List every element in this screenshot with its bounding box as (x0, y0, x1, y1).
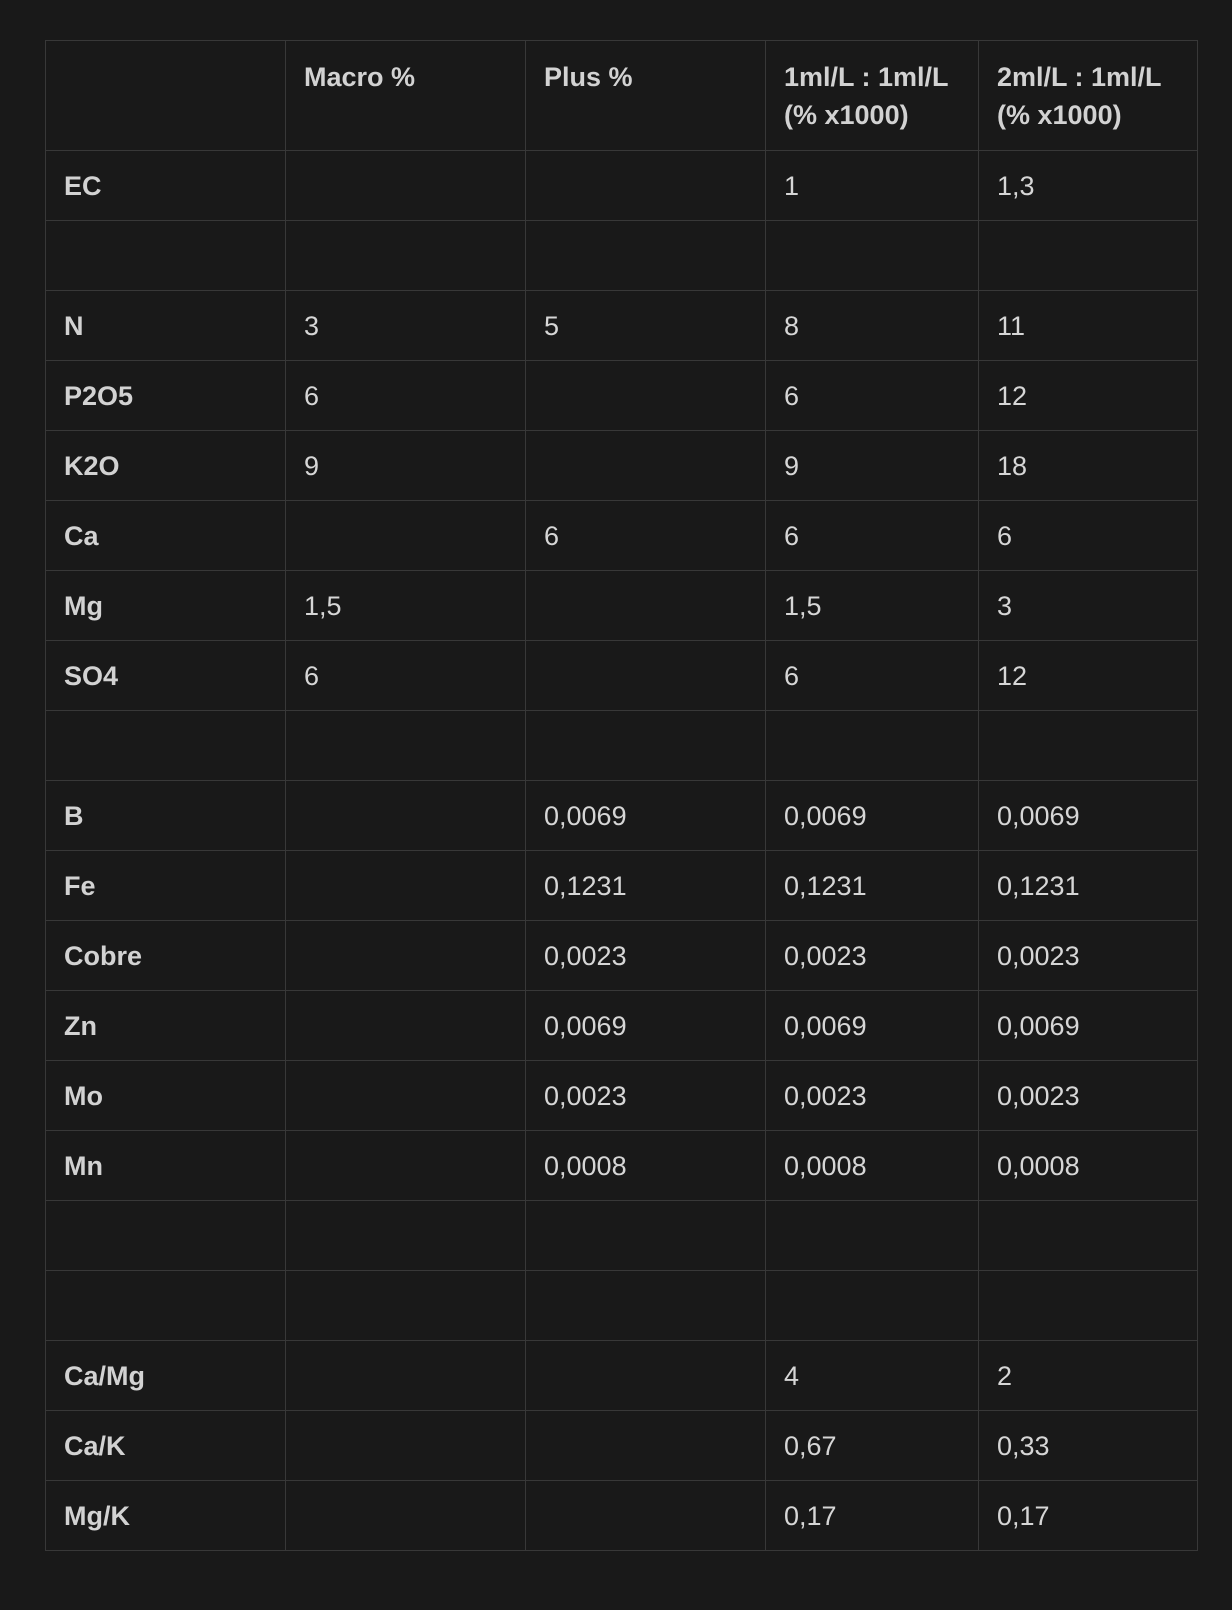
header-plus: Plus % (526, 41, 766, 151)
cell-plus: 0,0069 (526, 991, 766, 1061)
cell-plus (526, 1481, 766, 1551)
cell-ratio-1-1: 8 (766, 291, 979, 361)
table-row (46, 1131, 1198, 1201)
cell-macro (286, 1201, 526, 1271)
row-label-cell: P2O5 (46, 361, 286, 431)
table-row (46, 991, 1198, 1061)
cell-ratio-1-1: 0,17 (766, 1481, 979, 1551)
table-row (46, 781, 1198, 851)
cell-plus: 6 (526, 501, 766, 571)
table-body (46, 151, 1198, 1551)
row-label-cell (46, 1201, 286, 1271)
cell-ratio-1-1: 0,67 (766, 1411, 979, 1481)
cell-ratio-2-1: 0,0069 (979, 781, 1198, 851)
header-ratio-1-1 (766, 41, 979, 151)
cell-plus (526, 151, 766, 221)
cell-ratio-1-1: 0,1231 (766, 851, 979, 921)
cell-ratio-1-1 (766, 711, 979, 781)
header-macro: Macro % (286, 41, 526, 151)
header-ratio-1-1-line-1: 1ml/L : 1ml/L (784, 62, 949, 92)
cell-macro (286, 501, 526, 571)
header-corner-cell (46, 41, 286, 151)
table-row (46, 1341, 1198, 1411)
table-row (46, 571, 1198, 641)
cell-ratio-1-1: 4 (766, 1341, 979, 1411)
cell-macro (286, 221, 526, 291)
cell-ratio-2-1: 0,0069 (979, 991, 1198, 1061)
cell-plus (526, 641, 766, 711)
row-label-cell: Mo (46, 1061, 286, 1131)
cell-plus: 0,0008 (526, 1131, 766, 1201)
cell-macro (286, 1131, 526, 1201)
nutrient-table (45, 40, 1198, 1551)
row-label-cell: Mg/K (46, 1481, 286, 1551)
row-label-cell: Ca/K (46, 1411, 286, 1481)
cell-ratio-2-1: 0,0008 (979, 1131, 1198, 1201)
table-row (46, 431, 1198, 501)
header-ratio-2-1 (979, 41, 1198, 151)
cell-macro (286, 921, 526, 991)
cell-ratio-2-1 (979, 711, 1198, 781)
cell-plus: 0,0023 (526, 1061, 766, 1131)
row-label-cell: Mg (46, 571, 286, 641)
table-row (46, 641, 1198, 711)
cell-ratio-2-1: 0,33 (979, 1411, 1198, 1481)
row-label-cell: K2O (46, 431, 286, 501)
cell-plus: 0,0023 (526, 921, 766, 991)
cell-macro (286, 1061, 526, 1131)
table-row (46, 711, 1198, 781)
row-label-cell: Ca (46, 501, 286, 571)
cell-plus (526, 1411, 766, 1481)
cell-ratio-1-1: 0,0008 (766, 1131, 979, 1201)
cell-macro: 3 (286, 291, 526, 361)
cell-ratio-1-1 (766, 1271, 979, 1341)
cell-macro (286, 711, 526, 781)
cell-macro: 9 (286, 431, 526, 501)
cell-macro (286, 851, 526, 921)
table-row (46, 921, 1198, 991)
cell-macro (286, 151, 526, 221)
row-label-cell: Fe (46, 851, 286, 921)
cell-plus (526, 221, 766, 291)
table-row (46, 501, 1198, 571)
cell-ratio-1-1: 6 (766, 361, 979, 431)
cell-ratio-2-1: 0,1231 (979, 851, 1198, 921)
row-label-cell: B (46, 781, 286, 851)
cell-ratio-2-1 (979, 1201, 1198, 1271)
table-header (46, 41, 1198, 151)
cell-ratio-2-1 (979, 1271, 1198, 1341)
row-label-cell (46, 1271, 286, 1341)
header-ratio-1-1-line-2: (% x1000) (784, 100, 909, 130)
cell-ratio-2-1: 12 (979, 641, 1198, 711)
cell-macro (286, 1341, 526, 1411)
cell-macro (286, 1411, 526, 1481)
cell-plus (526, 571, 766, 641)
cell-macro (286, 991, 526, 1061)
row-label-cell: Ca/Mg (46, 1341, 286, 1411)
cell-ratio-1-1 (766, 1201, 979, 1271)
cell-ratio-2-1: 3 (979, 571, 1198, 641)
table-row (46, 1481, 1198, 1551)
cell-ratio-2-1: 12 (979, 361, 1198, 431)
cell-ratio-1-1: 6 (766, 641, 979, 711)
cell-ratio-2-1: 0,17 (979, 1481, 1198, 1551)
table-row (46, 1201, 1198, 1271)
cell-ratio-1-1 (766, 221, 979, 291)
table-row (46, 1411, 1198, 1481)
nutrient-table-container (45, 40, 1198, 1551)
cell-plus: 5 (526, 291, 766, 361)
row-label-cell: Zn (46, 991, 286, 1061)
cell-plus (526, 1271, 766, 1341)
cell-macro: 1,5 (286, 571, 526, 641)
row-label-cell: EC (46, 151, 286, 221)
table-row (46, 151, 1198, 221)
table-row (46, 1271, 1198, 1341)
table-row (46, 291, 1198, 361)
row-label-cell: N (46, 291, 286, 361)
cell-ratio-2-1 (979, 221, 1198, 291)
table-row (46, 851, 1198, 921)
cell-ratio-1-1: 0,0023 (766, 921, 979, 991)
cell-plus: 0,0069 (526, 781, 766, 851)
cell-plus (526, 431, 766, 501)
cell-plus (526, 711, 766, 781)
cell-macro (286, 781, 526, 851)
cell-ratio-2-1: 0,0023 (979, 921, 1198, 991)
row-label-cell: Mn (46, 1131, 286, 1201)
cell-ratio-2-1: 1,3 (979, 151, 1198, 221)
cell-macro (286, 1271, 526, 1341)
header-ratio-2-1-line-2: (% x1000) (997, 100, 1122, 130)
table-row (46, 1061, 1198, 1131)
cell-ratio-1-1: 6 (766, 501, 979, 571)
cell-ratio-2-1: 0,0023 (979, 1061, 1198, 1131)
cell-ratio-2-1: 2 (979, 1341, 1198, 1411)
row-label-cell: SO4 (46, 641, 286, 711)
cell-macro: 6 (286, 361, 526, 431)
cell-macro: 6 (286, 641, 526, 711)
header-row (46, 41, 1198, 151)
row-label-cell: Cobre (46, 921, 286, 991)
cell-plus (526, 361, 766, 431)
cell-ratio-1-1: 1 (766, 151, 979, 221)
cell-plus: 0,1231 (526, 851, 766, 921)
cell-ratio-2-1: 11 (979, 291, 1198, 361)
row-label-cell (46, 711, 286, 781)
cell-plus (526, 1201, 766, 1271)
cell-ratio-1-1: 0,0023 (766, 1061, 979, 1131)
cell-plus (526, 1341, 766, 1411)
table-row (46, 221, 1198, 291)
cell-ratio-1-1: 0,0069 (766, 781, 979, 851)
cell-ratio-2-1: 18 (979, 431, 1198, 501)
cell-ratio-1-1: 9 (766, 431, 979, 501)
row-label-cell (46, 221, 286, 291)
header-ratio-2-1-line-1: 2ml/L : 1ml/L (997, 62, 1162, 92)
table-row (46, 361, 1198, 431)
cell-macro (286, 1481, 526, 1551)
cell-ratio-1-1: 0,0069 (766, 991, 979, 1061)
cell-ratio-2-1: 6 (979, 501, 1198, 571)
cell-ratio-1-1: 1,5 (766, 571, 979, 641)
